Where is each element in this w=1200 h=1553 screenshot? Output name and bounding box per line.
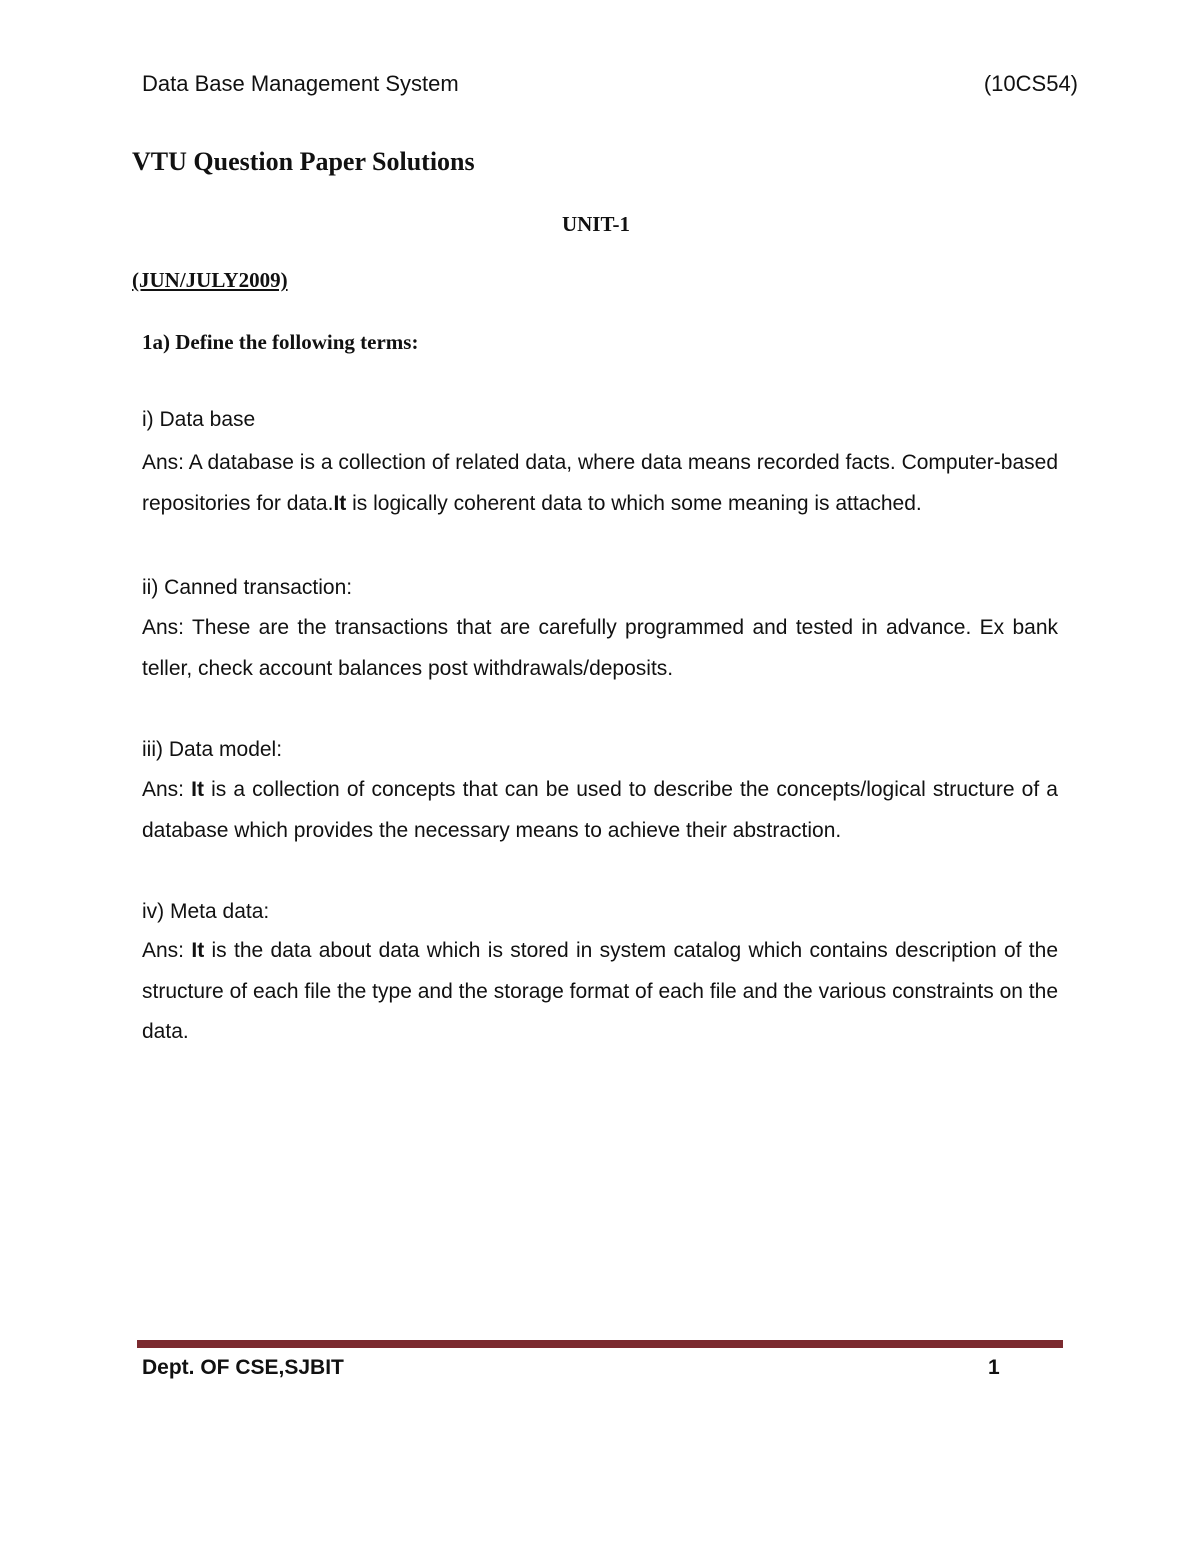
page-number: 1	[988, 1356, 1000, 1379]
answer-data-model	[142, 770, 1058, 851]
answer-meta-data	[142, 931, 1058, 1053]
answer-text: A database is a collection of related data, where data means recorded facts. Computer-based repositories for data.	[142, 451, 1058, 515]
footer-rule	[137, 1340, 1063, 1348]
answer-text: is the data about data which is stored in system catalog which contains description of the structure of each file the type and the storage format of each file and the various constraints on the data.	[142, 939, 1059, 1043]
term-heading-data-model: iii) Data model:	[142, 738, 283, 761]
answer-data-base	[142, 443, 1058, 524]
running-header-code: (10CS54)	[983, 71, 1078, 96]
answer-tail: is logically coherent data to which some meaning is attached.	[346, 491, 922, 515]
running-header-title: Data Base Management System	[142, 71, 459, 96]
answer-text: These are the transactions that are carefully programmed and tested in advance. Ex bank teller, check account balances post withdrawals/deposits.	[142, 616, 1058, 680]
answer-label: Ans:	[142, 616, 192, 639]
term-heading-meta-data: iv) Meta data:	[142, 900, 270, 923]
answer-label: Ans:	[142, 939, 192, 962]
answer-bold-word: It	[191, 778, 204, 801]
answer-bold-word: It	[333, 491, 347, 515]
question-heading: 1a) Define the following terms:	[142, 330, 419, 354]
document-title: VTU Question Paper Solutions	[132, 147, 475, 176]
answer-bold-word: It	[191, 939, 205, 962]
footer-department: Dept. OF CSE,SJBIT	[142, 1356, 344, 1379]
unit-heading: UNIT-1	[561, 212, 631, 236]
answer-label: Ans:	[142, 778, 192, 801]
answer-text: is a collection of concepts that can be used to describe the concepts/logical structure of a database which provides the necessary means to achieve their abstraction.	[142, 778, 1058, 842]
term-heading-canned-transaction: ii) Canned transaction:	[142, 576, 353, 599]
term-heading-data-base: i) Data base	[142, 408, 256, 431]
answer-label: Ans:	[142, 451, 189, 474]
exam-session: (JUN/JULY2009)	[132, 268, 288, 292]
answer-canned-transaction	[142, 608, 1058, 689]
